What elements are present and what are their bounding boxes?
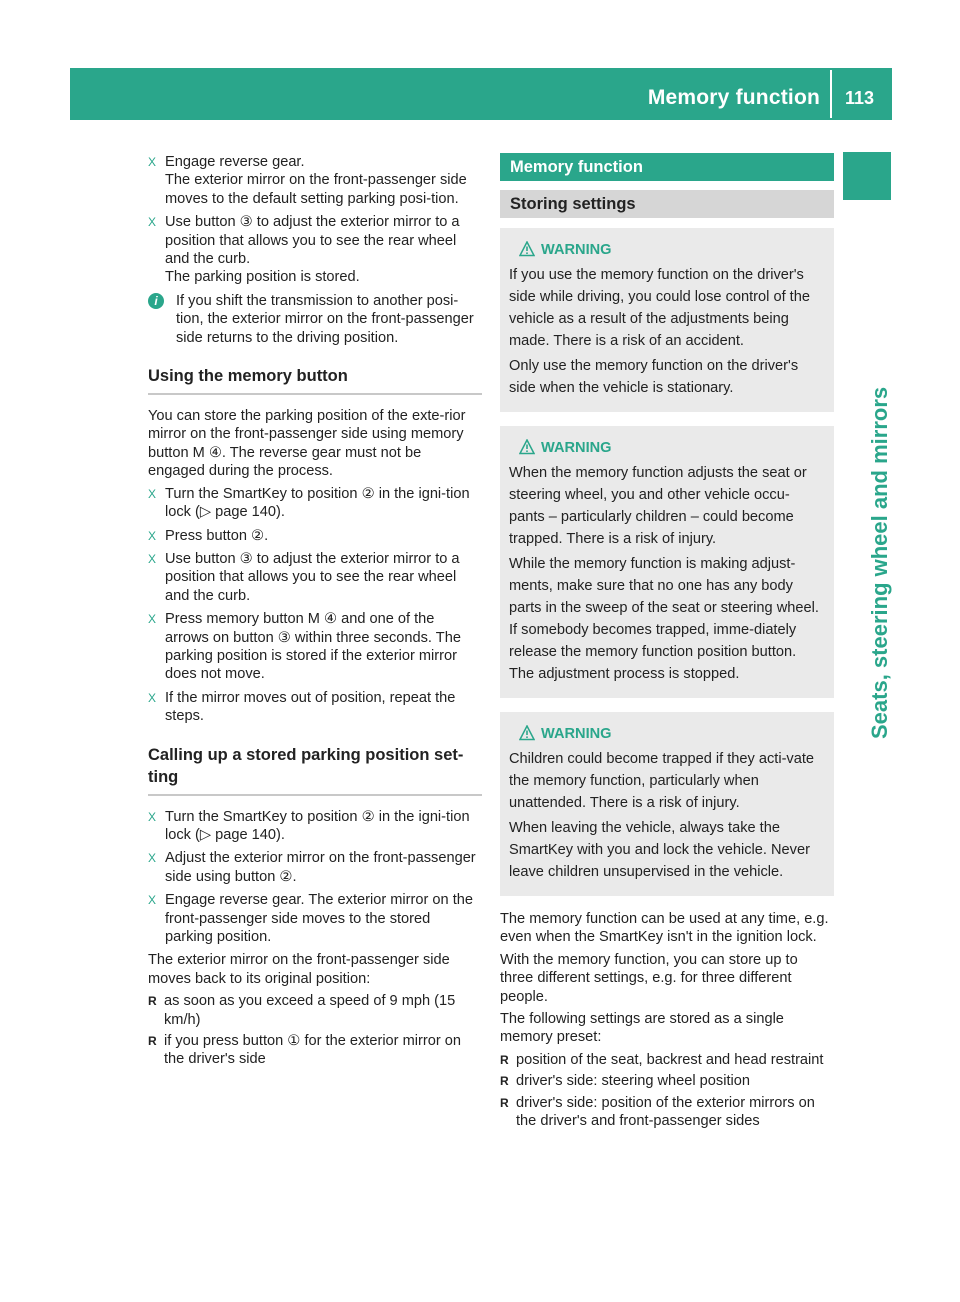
info-icon: i [148,293,164,309]
instruction-step [148,689,482,726]
list-item [148,992,482,1029]
list-item [500,1094,834,1131]
step-result-text: The parking position is stored. [165,269,360,286]
step-text: If the mirror moves out of position, repeat the steps. [165,689,456,725]
warning-label: WARNING [541,726,612,742]
warning-triangle-icon [519,439,535,455]
chapter-tab [843,152,891,200]
warning-label: WARNING [541,242,612,258]
step-text: Turn the SmartKey to position ② in the igni-tion lock (▷ page 140). [165,485,470,521]
bullet-icon: R [500,1074,509,1089]
step-arrow-icon: X [148,551,157,566]
warning-title [509,724,825,744]
info-note [148,292,482,347]
list-item-text: driver's side: steering wheel position [516,1073,750,1090]
left-column [148,153,482,1072]
warning-label: WARNING [541,440,612,456]
right-column [500,153,834,1133]
bullet-icon: R [148,1034,157,1049]
section-outro: The exterior mirror on the front-passenger side moves back to its original position: [148,952,450,987]
list-item-text: as soon as you exceed a speed of 9 mph (15 km/h) [164,993,456,1028]
step-text: Press memory button M ④ and one of the arrows on button ③ within three seconds. The parking position is stored if the exterior mirror does not move. [165,611,461,683]
warning-triangle-icon [519,241,535,257]
step-arrow-icon: X [148,612,157,627]
instruction-step [148,527,482,545]
section-heading-memory-button: Using the memory button [148,365,482,395]
section-intro: You can store the parking position of the exte-rior mirror on the front-passenger side using memory button M ④. The reverse gear must not be engaged during the process. [148,408,466,480]
step-arrow-icon: X [148,851,157,866]
step-arrow-icon: X [148,690,157,705]
step-arrow-icon: X [148,809,157,824]
body-paragraph: The memory function can be used at any time, e.g. even when the SmartKey isn't in the ignition lock. [500,911,829,946]
page-number: 113 [845,88,875,108]
main-section-title: Memory function [500,153,834,181]
bullet-icon: R [500,1052,509,1067]
body-paragraph: With the memory function, you can store up to three different settings, e.g. for three different people. [500,951,798,1005]
info-note-text: If you shift the transmission to another posi-tion, the exterior mirror on the front-passenger side returns to the driving position. [176,292,474,346]
bullet-icon: R [148,994,157,1009]
instruction-step [148,808,482,845]
warning-text: If you use the memory function on the driver's side while driving, you could lose control of the vehicle as a result of the adjustments being made. There is a risk of an accident. [509,267,810,349]
warning-text: When leaving the vehicle, always take the SmartKey with you and lock the vehicle. Never leave children unsupervised in the vehicle. [509,820,810,880]
warning-box [500,228,834,412]
instruction-step [148,891,482,946]
section-heading-calling-up: Calling up a stored parking position set-ting [148,744,482,796]
header-divider [830,70,832,118]
list-item-text: if you press button ① for the exterior mirror on the driver's side [164,1033,461,1068]
step-text: Engage reverse gear. The exterior mirror on the front-passenger side moves to the stored parking position. [165,892,473,945]
step-text: Turn the SmartKey to position ② in the igni-tion lock (▷ page 140). [165,808,470,843]
step-result-text: The exterior mirror on the front-passenger side moves to the default setting parking posi-tion. [165,172,467,207]
bullet-icon: R [500,1095,509,1110]
chapter-side-label: Seats, steering wheel and mirrors [867,386,892,739]
list-item [500,1051,834,1069]
list-item-text: position of the seat, backrest and head restraint [516,1051,824,1068]
step-arrow-icon: X [148,528,157,543]
list-item [148,1032,482,1069]
warning-title [509,438,825,458]
step-arrow-icon: X [148,486,157,501]
step-arrow-icon: X [148,215,157,230]
page-header-title: Memory function [647,86,820,109]
list-item-text: driver's side: position of the exterior mirrors on the driver's and front-passenger sides [516,1094,815,1130]
warning-text: When the memory function adjusts the seat or steering wheel, you and other vehicle occu-pants – particularly children – could become trapped. There is a risk of injury. [509,465,807,547]
instruction-step [148,849,482,886]
warning-triangle-icon [519,725,535,741]
warning-box [500,712,834,896]
body-paragraph: The following settings are stored as a single memory preset: [500,1011,784,1046]
step-text: Engage reverse gear. [165,154,305,170]
step-text: Use button ③ to adjust the exterior mirror to a position that allows you to see the rear wheel and the curb. [165,214,460,268]
step-text: Use button ③ to adjust the exterior mirror to a position that allows you to see the rear wheel and the curb. [165,550,460,604]
instruction-step [148,610,482,684]
instruction-step [148,485,482,522]
step-arrow-icon: X [148,155,157,169]
warning-text: Children could become trapped if they acti-vate the memory function, particularly when unattended. There is a risk of injury. [509,751,815,811]
warning-text: While the memory function is making adjust-ments, make sure that no one has any body parts in the sweep of the seat or steering wheel. If somebody becomes trapped, imme-diately release the memory function position button. The adjustment process is stopped. [509,556,819,682]
step-text: Press button ②. [165,527,269,544]
instruction-step [148,153,482,208]
instruction-step [148,550,482,605]
list-item [500,1072,834,1090]
warning-box [500,426,834,698]
step-arrow-icon: X [148,893,157,908]
sub-section-title: Storing settings [500,190,834,218]
step-text: Adjust the exterior mirror on the front-passenger side using button ②. [165,850,476,885]
warning-title [509,240,825,260]
warning-text: Only use the memory function on the driver's side when the vehicle is stationary. [509,358,799,396]
instruction-step [148,213,482,287]
